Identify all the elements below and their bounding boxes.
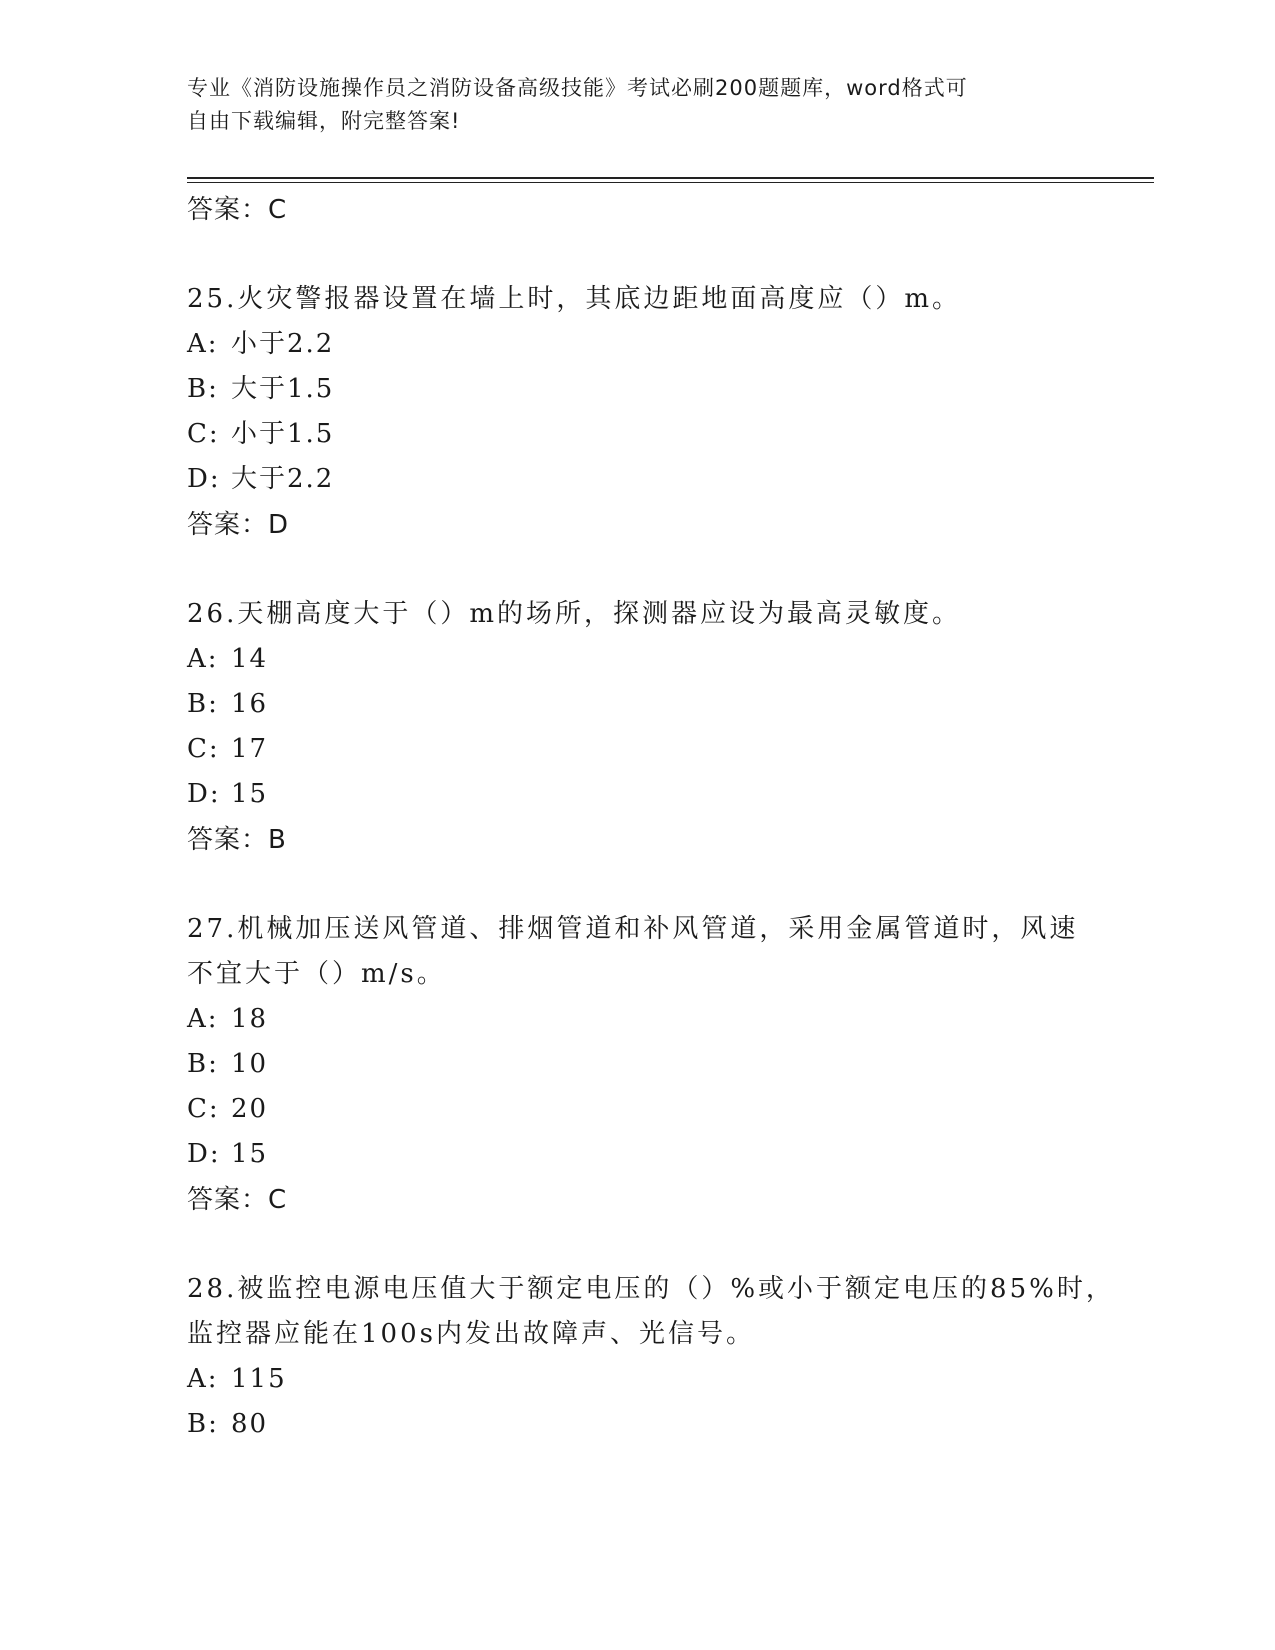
- question-text: [187, 592, 1087, 637]
- header-divider-thin: [187, 182, 1154, 183]
- question-text-line: 监控器应能在100s内发出故障声、光信号。: [187, 1319, 755, 1349]
- option-label: D:: [187, 464, 221, 494]
- header-line-1: 专业《消防设施操作员之消防设备高级技能》考试必刷200题题库，word格式可: [187, 76, 968, 100]
- question-text-line: 26.天棚高度大于（）m的场所，探测器应设为最高灵敏度。: [187, 599, 962, 629]
- question-text: [187, 277, 1087, 322]
- option-label: A:: [187, 329, 219, 359]
- option-text: 15: [231, 1139, 269, 1169]
- option-row: [187, 457, 1087, 502]
- option-row: [187, 1087, 1087, 1132]
- header-line-2: 自由下载编辑，附完整答案!: [187, 109, 461, 133]
- option-text: 大于1.5: [231, 374, 335, 404]
- option-row: [187, 367, 1087, 412]
- option-row: [187, 1042, 1087, 1087]
- option-row: [187, 727, 1087, 772]
- option-row: [187, 637, 1087, 682]
- option-label: B:: [187, 1409, 219, 1439]
- question-text-line: 28.被监控电源电压值大于额定电压的（）%或小于额定电压的85%时，: [187, 1274, 1115, 1304]
- question-text-line: 27.机械加压送风管道、排烟管道和补风管道，采用金属管道时，风速: [187, 914, 1079, 944]
- option-row: [187, 412, 1087, 457]
- question-list: [187, 187, 1115, 1447]
- question-block: [187, 592, 1087, 863]
- option-label: A:: [187, 644, 219, 674]
- question-text-line: 不宜大于（）m/s。: [187, 959, 446, 989]
- question-block: [187, 907, 1087, 1223]
- option-row: [187, 322, 1087, 367]
- option-row: [187, 997, 1087, 1042]
- answer-line: 答案：B: [187, 825, 287, 855]
- option-text: 16: [231, 689, 269, 719]
- question-block: [187, 277, 1087, 548]
- option-label: C:: [187, 1094, 220, 1124]
- option-text: 15: [231, 779, 269, 809]
- question-block: [187, 1267, 1115, 1447]
- option-row: [187, 1132, 1087, 1177]
- option-text: 20: [231, 1094, 269, 1124]
- option-text: 小于2.2: [231, 329, 335, 359]
- question-text: [187, 1267, 1115, 1357]
- option-text: 80: [231, 1409, 269, 1439]
- option-text: 17: [231, 734, 269, 764]
- option-text: 小于1.5: [231, 419, 335, 449]
- option-label: D:: [187, 779, 221, 809]
- question-text-line: 25.火灾警报器设置在墙上时，其底边距地面高度应（）m。: [187, 284, 962, 314]
- questions-container: [187, 277, 1115, 1447]
- option-text: 18: [231, 1004, 269, 1034]
- document-header: [187, 72, 1067, 138]
- option-label: C:: [187, 419, 220, 449]
- option-label: D:: [187, 1139, 221, 1169]
- option-label: B:: [187, 374, 219, 404]
- answer-line: 答案：C: [187, 195, 288, 225]
- option-text: 大于2.2: [231, 464, 335, 494]
- option-label: A:: [187, 1364, 219, 1394]
- option-row: [187, 682, 1087, 727]
- option-row: [187, 1357, 1087, 1402]
- option-label: B:: [187, 689, 219, 719]
- header-divider-thick: [187, 177, 1154, 179]
- option-text: 10: [231, 1049, 269, 1079]
- option-label: C:: [187, 734, 220, 764]
- option-text: 115: [231, 1364, 287, 1394]
- answer-line: 答案：C: [187, 1185, 288, 1215]
- option-row: [187, 1402, 1087, 1447]
- question-text: [187, 907, 1087, 997]
- option-text: 14: [231, 644, 269, 674]
- answer-line: 答案：D: [187, 510, 290, 540]
- option-label: B:: [187, 1049, 219, 1079]
- option-label: A:: [187, 1004, 219, 1034]
- option-row: [187, 772, 1087, 817]
